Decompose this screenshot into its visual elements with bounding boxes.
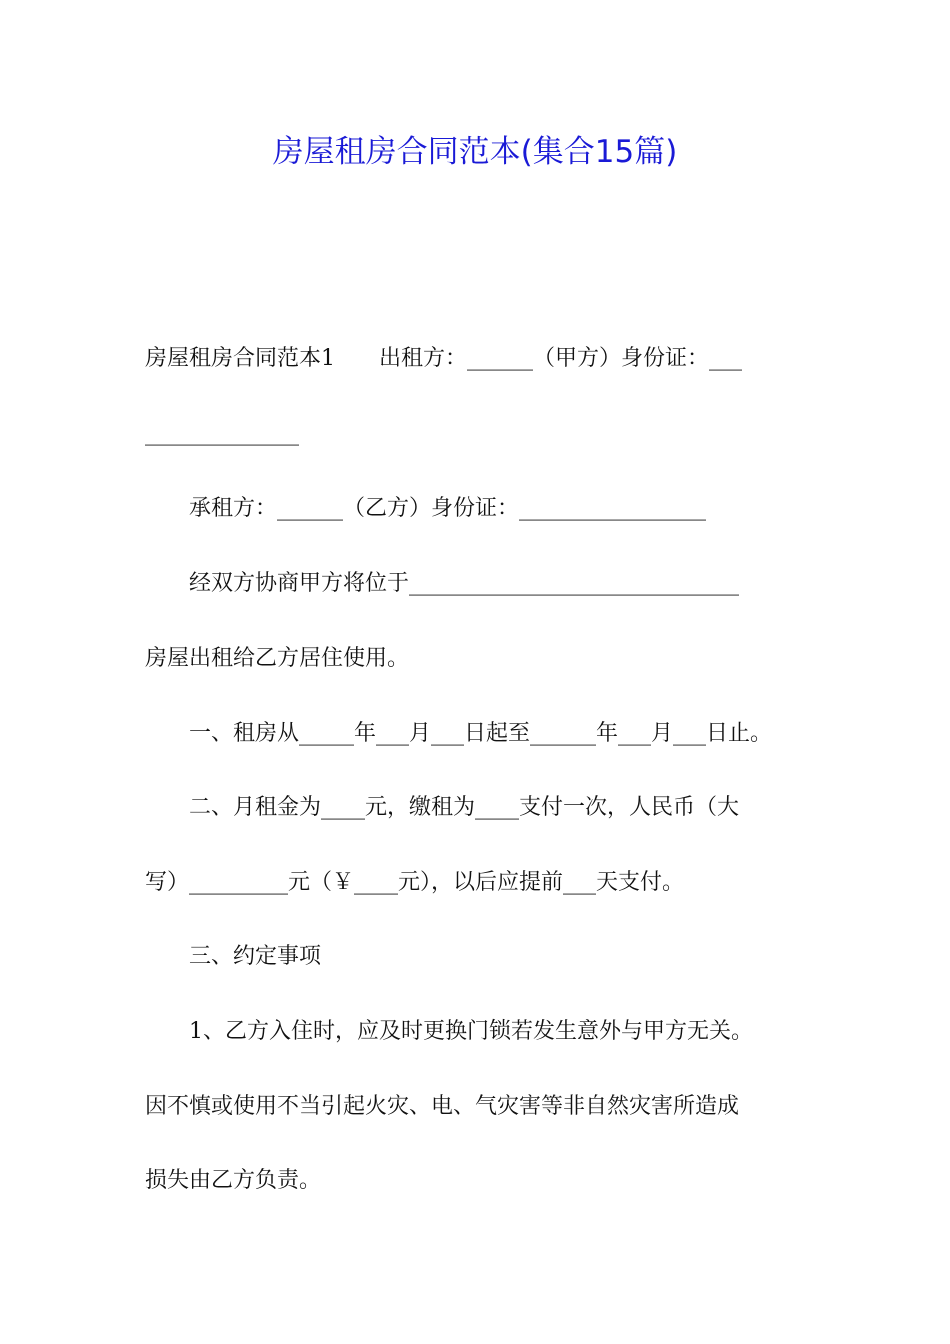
paragraph-line-6: 一、租房从_____年___月___日起至______年___月___日止。 bbox=[145, 721, 773, 746]
paragraph-line-10: 1、乙方入住时，应及时更换门锁若发生意外与甲方无关。 bbox=[145, 1019, 753, 1044]
paragraph-line-9: 三、约定事项 bbox=[145, 944, 322, 969]
paragraph-line-11: 因不慎或使用不当引起火灾、电、气灾害等非自然灾害所造成 bbox=[145, 1094, 740, 1119]
paragraph-line-5: 房屋出租给乙方居住使用。 bbox=[145, 646, 410, 671]
paragraph-line-2: ______________ bbox=[145, 421, 299, 446]
paragraph-line-8: 写）_________元（￥____元），以后应提前___天支付。 bbox=[145, 870, 685, 895]
paragraph-line-3: 承租方：______（乙方）身份证：_________________ bbox=[145, 496, 707, 521]
document-title: 房屋租房合同范本(集合15篇) bbox=[272, 134, 678, 170]
paragraph-line-12: 损失由乙方负责。 bbox=[145, 1168, 322, 1193]
paragraph-line-7: 二、月租金为____元，缴租为____支付一次，人民币（大 bbox=[145, 795, 740, 820]
paragraph-line-4: 经双方协商甲方将位于______________________________ bbox=[145, 571, 740, 596]
paragraph-line-1: 房屋租房合同范本1 出租方：______（甲方）身份证：___ bbox=[145, 346, 742, 371]
